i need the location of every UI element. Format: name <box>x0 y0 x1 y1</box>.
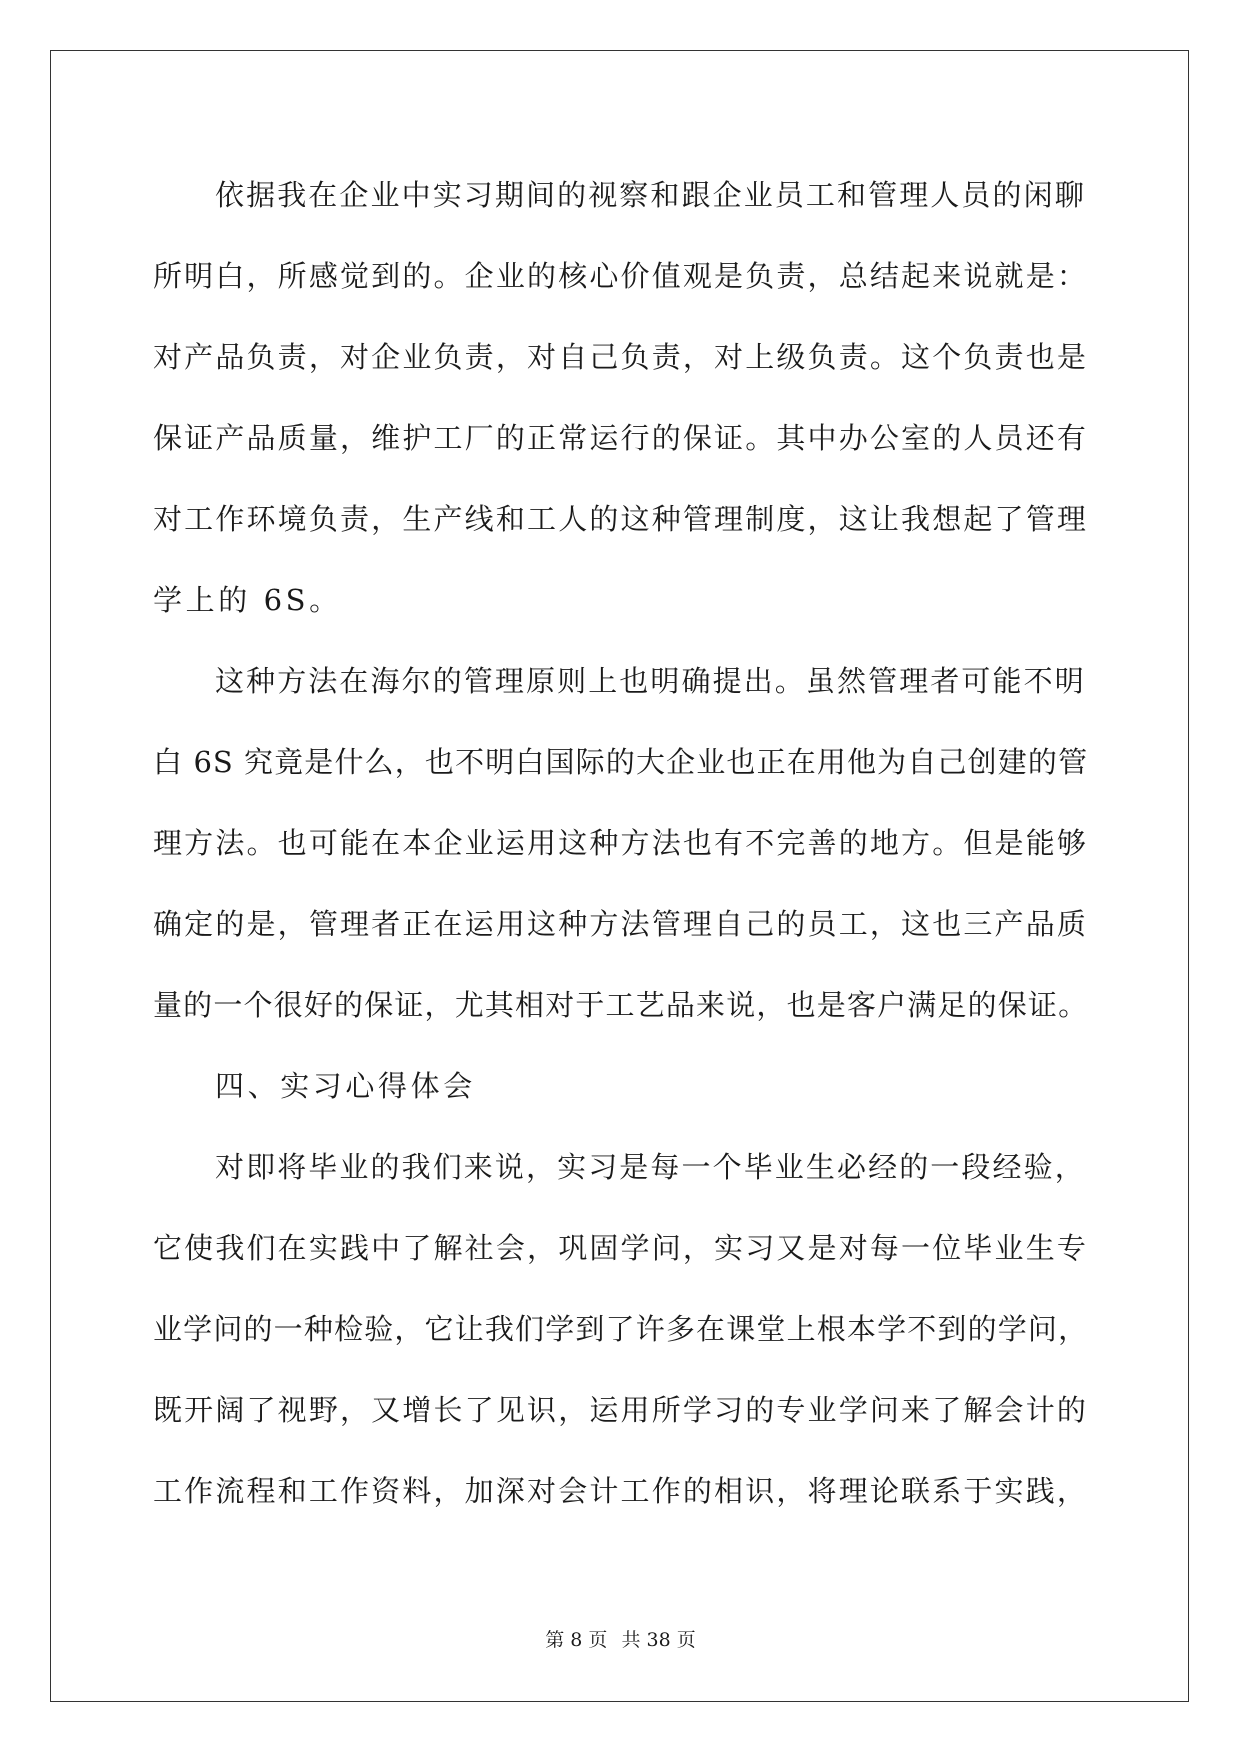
document-body <box>153 155 1088 1532</box>
page-number: 第 8 页 <box>545 1629 608 1651</box>
section-heading: 四、实习心得体会 <box>215 1069 476 1103</box>
paragraph-line: 白 6S 究竟是什么，也不明白国际的大企业也正在用他为自己创建的管 <box>153 745 1088 779</box>
paragraph-line: 学上的 6S。 <box>153 583 342 617</box>
paragraph-line: 既开阔了视野，又增长了见识，运用所学习的专业学问来了解会计的 <box>153 1393 1088 1427</box>
page-total: 共 38 页 <box>621 1629 696 1651</box>
paragraph-line: 保证产品质量，维护工厂的正常运行的保证。其中办公室的人员还有 <box>153 421 1088 455</box>
paragraph-line: 依据我在企业中实习期间的视察和跟企业员工和管理人员的闲聊 <box>215 178 1086 212</box>
paragraph-line: 确定的是，管理者正在运用这种方法管理自己的员工，这也三产品质 <box>153 907 1088 941</box>
paragraph-line: 量的一个很好的保证，尤其相对于工艺品来说，也是客户满足的保证。 <box>153 988 1088 1022</box>
paragraph-line: 这种方法在海尔的管理原则上也明确提出。虽然管理者可能不明 <box>215 664 1086 698</box>
paragraph-line: 对产品负责，对企业负责，对自己负责，对上级负责。这个负责也是 <box>153 340 1088 374</box>
paragraph-line: 对工作环境负责，生产线和工人的这种管理制度，这让我想起了管理 <box>153 502 1088 536</box>
paragraph-line: 对即将毕业的我们来说，实习是每一个毕业生必经的一段经验， <box>215 1150 1086 1184</box>
paragraph-line: 所明白，所感觉到的。企业的核心价值观是负责，总结起来说就是： <box>153 259 1088 293</box>
paragraph-line: 它使我们在实践中了解社会，巩固学问，实习又是对每一位毕业生专 <box>153 1231 1088 1265</box>
paragraph-line: 理方法。也可能在本企业运用这种方法也有不完善的地方。但是能够 <box>153 826 1088 860</box>
paragraph-line: 业学问的一种检验，它让我们学到了许多在课堂上根本学不到的学问， <box>153 1312 1088 1346</box>
paragraph-line: 工作流程和工作资料，加深对会计工作的相识，将理论联系于实践， <box>153 1474 1088 1508</box>
page-footer <box>0 1628 1241 1652</box>
